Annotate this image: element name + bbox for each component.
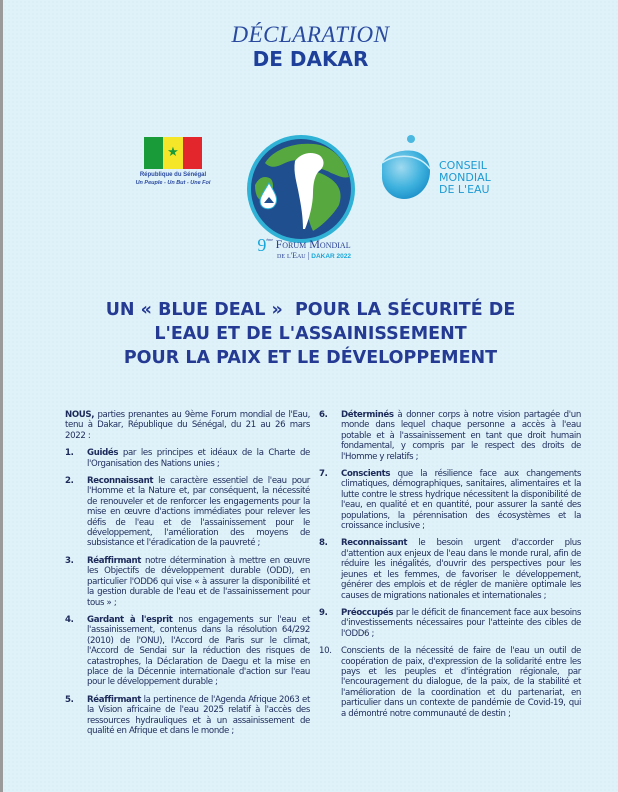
document-page bbox=[3, 0, 618, 792]
svg-text:★: ★ bbox=[266, 178, 272, 184]
item-number: 6. bbox=[319, 410, 328, 420]
forum-number: 9 bbox=[257, 235, 267, 255]
item-number: 3. bbox=[65, 555, 74, 566]
item-number: 7. bbox=[319, 469, 328, 480]
item-number: 1. bbox=[65, 448, 74, 459]
forum-line2: de l'Eau bbox=[276, 251, 306, 260]
world-water-forum-globe-icon bbox=[245, 133, 357, 245]
list-item bbox=[319, 608, 581, 639]
item-keyword: Conscients bbox=[341, 469, 391, 480]
left-column bbox=[65, 410, 310, 743]
item-number: 5. bbox=[65, 694, 74, 705]
conseil-mondial-logo bbox=[378, 133, 518, 203]
list-item bbox=[319, 410, 581, 462]
star-icon: ★ bbox=[167, 144, 179, 159]
senegal-name: République du Sénégal bbox=[139, 172, 207, 178]
item-number: 9. bbox=[319, 607, 328, 618]
item-number: 8. bbox=[319, 538, 328, 549]
item-text: que la résilience face aux changements climatiques, démographiques, sanitaires, alimentaires et la lutte contre le stress hydrique nécessitent la disponibilité de l'eau, en qualité et en quantité, pour assurer la santé des populations, la pérennisation des écosystèmes et la croissance inclusive ; bbox=[341, 469, 581, 532]
right-column bbox=[319, 410, 581, 726]
declaration-headline bbox=[3, 298, 618, 370]
title-declaration: DÉCLARATION bbox=[231, 22, 390, 47]
list-item bbox=[65, 615, 310, 688]
forum-number-suffix: ème bbox=[266, 237, 274, 242]
item-text: le besoin urgent d'accorder plus d'attention aux enjeux de l'eau dans le monde rural, afin de réduire les inégalités, d'ouvrir des perspectives pour les jeunes et les femmes, de favoriser le développement, générer des emplois et de régler de manière optimale les causes de migrations nationales et internationales ; bbox=[341, 538, 581, 601]
item-text: par le déficit de financement face aux besoins d'investissements nécessaires pour l'atteinte des cibles de l'ODD6 ; bbox=[341, 607, 581, 639]
item-text: à donner corps à notre vision partagée d'un monde dans lequel chaque personne a accès à l'eau potable et à l'assainissement en tant que droit humain fondamental, y compris par le respect des droits de l'Homme y relatifs ; bbox=[341, 410, 581, 462]
conseil-line1: CONSEIL bbox=[439, 159, 487, 172]
item-text: nos engagements sur l'eau et l'assainissement, contenus dans la résolution 64/292 (2010) de l'ONU), l'Accord de Paris sur le climat, l'Accord de Sendai sur la réduction des risques de catastrophes, la Déclaration de Daegu et la mise en place de la Décennie internationale d'action sur l'eau pour le développement durable ; bbox=[87, 614, 310, 688]
item-text: la pertinence de l'Agenda Afrique 2063 et la Vision africaine de l'eau 2025 relatif à l'accès des ressources hydrauliques et à un assainissement de qualité en Afrique et dans le monde ; bbox=[87, 694, 310, 736]
forum-logo-text bbox=[239, 235, 369, 260]
forum-separator: | bbox=[307, 251, 310, 260]
conseil-line3: DE L'EAU bbox=[439, 183, 490, 196]
item-number: 4. bbox=[65, 614, 74, 625]
intro-text: parties prenantes au 9ème Forum mondial de l'Eau, tenu à Dakar, République du Sénégal, du 21 au 26 mars 2022 : bbox=[65, 410, 310, 441]
conseil-line2: MONDIAL bbox=[439, 171, 491, 184]
item-keyword: Réaffirmant bbox=[87, 694, 142, 705]
senegal-logo bbox=[128, 137, 218, 186]
item-text: Conscients de la nécessité de faire de l'eau un outil de coopération de paix, d'expression de la solidarité entre les pays et les peuples et d'intégration régionale, par l'encouragement du dialogue, de la paix, de la stabilité et l'amélioration de la coordination et du partenariat, en particulier dans un contexte de pandémie de Covid-19, qui a démontré notre communauté de destin ; bbox=[341, 646, 581, 719]
list-item bbox=[65, 556, 310, 608]
item-text: par les principes et idéaux de la Charte de l'Organisation des Nations unies ; bbox=[87, 448, 310, 469]
list-item bbox=[65, 448, 310, 469]
item-keyword: Reconnaissant bbox=[341, 538, 408, 549]
item-keyword: Préoccupés bbox=[341, 607, 394, 618]
item-number: 10. bbox=[319, 646, 332, 657]
headline-line2: L'EAU ET DE L'ASSAINISSEMENT bbox=[154, 324, 467, 344]
list-item bbox=[319, 538, 581, 600]
forum-location-year: DAKAR 2022 bbox=[311, 253, 352, 260]
item-number: 2. bbox=[65, 476, 74, 487]
item-keyword: Gardant à l'esprit bbox=[87, 614, 173, 625]
item-text: le caractère essentiel de l'eau pour l'Homme et la Nature et, par conséquent, la nécessité de renouveler et de renforcer les engagements pour la mise en œuvre d'actions immédiates pour relever les défis de l'eau et de l'assainissement pour le développement, l'amélioration des moyens de subsistance et l'éradication de la pauvreté ; bbox=[87, 476, 310, 549]
list-item bbox=[65, 476, 310, 549]
intro-keyword: NOUS, bbox=[65, 410, 95, 420]
title-de-dakar: DE DAKAR bbox=[252, 47, 369, 71]
item-keyword: Reconnaissant bbox=[87, 476, 154, 487]
water-drop-icon bbox=[378, 133, 438, 203]
item-keyword: Réaffirmant bbox=[87, 555, 142, 566]
senegal-motto: Un Peuple - Un But - Une Foi bbox=[135, 180, 211, 186]
forum-line1: Forum Mondial bbox=[275, 237, 351, 251]
list-item bbox=[319, 469, 581, 531]
list-item bbox=[65, 695, 310, 737]
item-keyword: Déterminés bbox=[341, 410, 394, 420]
item-keyword: Guidés bbox=[87, 448, 119, 459]
headline-line1: UN « BLUE DEAL » POUR LA SÉCURITÉ DE bbox=[105, 300, 516, 320]
senegal-flag-icon bbox=[144, 137, 202, 169]
item-text: notre détermination à mettre en œuvre les Objectifs de développement durable (ODD), en particulier l'ODD6 qui vise « à assurer la disponibilité et la gestion durable de l'eau et de l'assainissement pour tous » ; bbox=[87, 555, 310, 608]
list-item bbox=[319, 646, 581, 719]
intro-paragraph bbox=[65, 410, 310, 441]
headline-line3: POUR LA PAIX ET LE DÉVELOPPEMENT bbox=[123, 348, 498, 368]
